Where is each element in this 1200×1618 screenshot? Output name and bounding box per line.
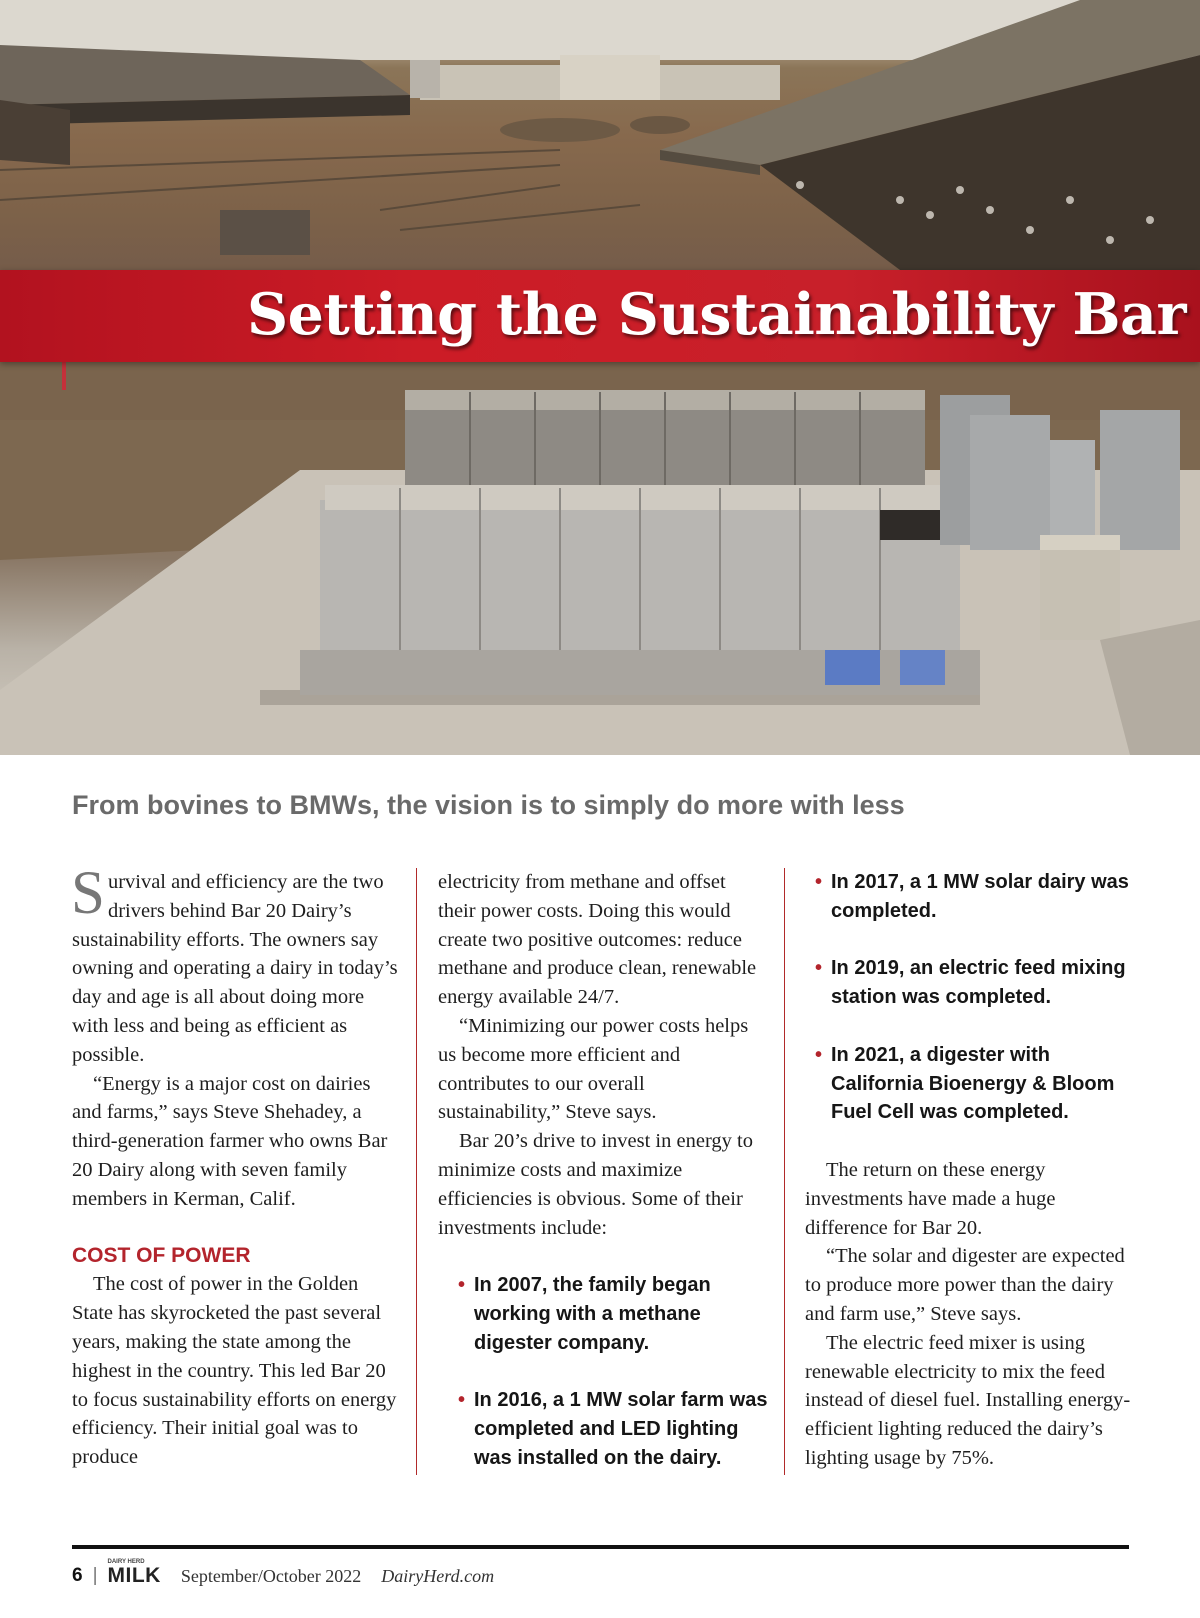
paragraph [71,860,402,1070]
bullet-dot-icon: • [815,957,823,980]
page-footer [72,1560,494,1592]
investment-list [795,868,1135,1127]
farm-scene-illustration [0,0,1200,755]
logo-small-text: DAIRY HERD [107,1559,145,1565]
paragraph: Bar 20’s drive to invest in energy to minimize costs and maximize efficiencies is obvious. Some of their investments include: [438,1130,753,1239]
list-item-text: In 2016, a 1 MW solar farm was completed and LED lighting was installed on the dairy. [474,1389,768,1469]
article-title: Setting the Sustainability Bar [247,281,1186,348]
column-2 [438,868,768,1473]
paragraph: The return on these energy investments have made a huge difference for Bar 20. [805,1158,1056,1239]
column-divider [416,868,417,1475]
list-item [795,868,1135,926]
section-subhead: COST OF POWER [72,1243,251,1267]
bullet-dot-icon: • [815,871,823,893]
bullet-dot-icon: • [815,1043,823,1066]
paragraph: “The solar and digester are expected to produce more power than the dairy and farm use,” Steve says. [805,1245,1125,1325]
list-item-text: In 2007, the family began working with a methane digester company. [474,1274,711,1354]
list-item [438,1386,768,1472]
paragraph: The cost of power in the Golden State has skyrocketed the past several years, making the state among the highest in the country. This led Bar 20 to focus sustainability efforts on energy efficiency. Their initial goal was to produce [72,1273,397,1469]
list-item-text: In 2021, a digester with California Bioenergy & Bloom Fuel Cell was completed. [831,1043,1115,1124]
investment-list [438,1271,768,1473]
paragraph: “Energy is a major cost on dairies and farms,” says Steve Shehadey, a third-generation farmer who owns Bar 20 Dairy along with seven family members in Kerman, Calif. [72,1072,388,1210]
list-item-text: In 2017, a 1 MW solar dairy was completed. [831,871,1129,922]
article-deck: From bovines to BMWs, the vision is to simply do more with less [72,790,905,820]
list-item-text: In 2019, an electric feed mixing station was completed. [831,957,1126,1009]
logo-main-text: MILK [107,1564,161,1587]
page-number: 6 [72,1565,83,1586]
column-3 [805,868,1135,1473]
bullet-dot-icon: • [458,1274,466,1297]
paragraph: “Minimizing our power costs helps us become more efficient and contributes to our overall sustainability,” Steve says. [438,1014,749,1124]
column-divider [784,868,785,1475]
list-item [795,954,1135,1012]
footer-separator: | [92,1565,98,1586]
milk-logo [107,1559,161,1588]
website-link[interactable]: DairyHerd.com [381,1565,495,1586]
list-item [795,1041,1135,1127]
issue-date: September/October 2022 [180,1565,362,1586]
bullet-dot-icon: • [458,1389,466,1412]
list-item [438,1271,768,1357]
footer-rule [72,1545,1129,1549]
paragraph: The electric feed mixer is using renewable electricity to mix the feed instead of diesel fuel. Installing energy-efficient lighting reduced the dairy’s lighting usage by 75%. [805,1331,1131,1469]
paragraph-text: urvival and efficiency are the two drivers behind Bar 20 Dairy’s sustainability efforts. The owners say owning and operating a dairy in today’s day and age is all about doing more with less and being as efficient as possible. [72,871,398,1066]
paragraph: electricity from methane and offset their power costs. Doing this would create two positive outcomes: reduce methane and produce clean, renewable energy available 24/7. [438,871,757,1009]
hero-photo [0,0,1200,755]
drop-cap: S [71,860,105,927]
column-1 [71,860,402,1472]
